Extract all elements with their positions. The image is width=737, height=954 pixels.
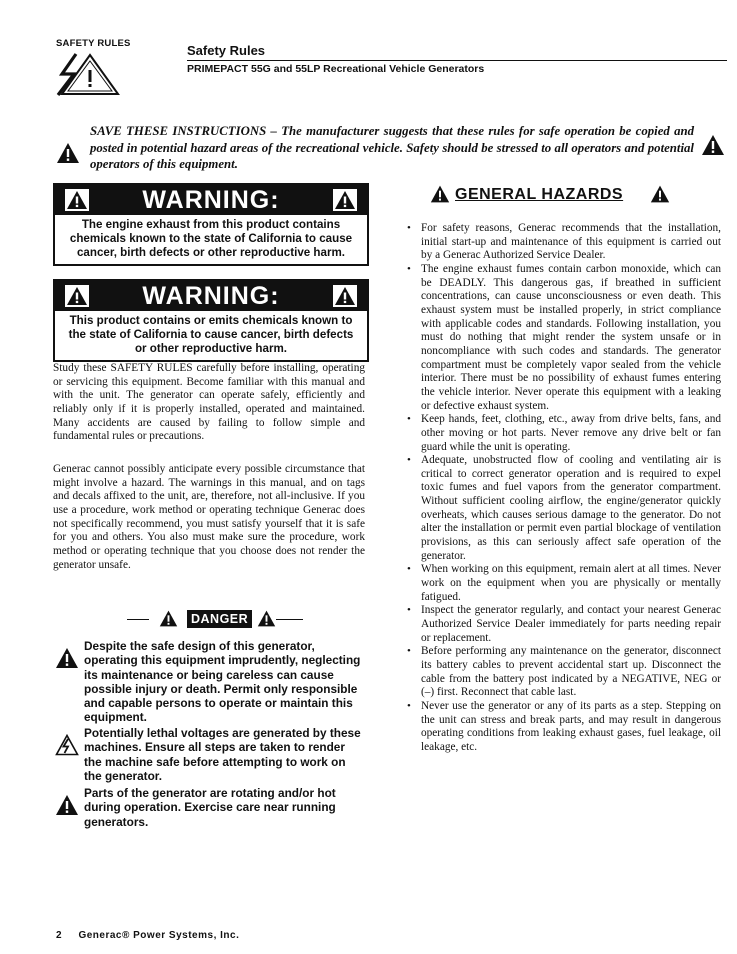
intro-paragraph: Study these SAFETY RULES carefully before installing, operating or servicing this equipment. Become familiar with this manual and with the unit. The generator can operate safely, efficiently and reliably only if it is properly installed, operated and maintained. Many accidents are caused by failing to follow simple and fundamental rules or precautions. [53, 362, 365, 443]
list-item-text: Inspect the generator regularly, and contact your nearest Generac Authorized Service Dealer immediately for parts needing repair or replacement. [421, 604, 721, 644]
warning-triangle-icon [701, 133, 725, 157]
list-item [405, 700, 721, 755]
divider [127, 619, 149, 620]
list-item-text: Adequate, unobstructed flow of cooling and ventilating air is critical to correct generator operation and is required to expel toxic fumes and fuel vapors from the generator compartment. Without sufficient cooling airflow, the engine/generator quickly overheats, which causes serious damage to the generator. Do not alter the installation or permit even partial blockage of ventilation provisions, as this can seriously affect safe operation of the generator. [421, 454, 721, 562]
danger-header [127, 607, 303, 633]
bullet-icon: • [407, 413, 411, 426]
list-item-text: The engine exhaust fumes contain carbon monoxide, which can be DEADLY. This dangerous gas, if breathed in sufficient concentrations, can cause unconsciousness or even death. This exhaust system must be installed properly, in strict compliance with applicable codes and standards. Following installation, you must do nothing that might render the system unsafe or in noncompliance with such codes and standards. The generator compartment must be completely vapor sealed from the vehicle interior. There must be no possibility of exhaust fumes entering the vehicle interior. Never operate this equipment with a leaking or defective exhaust system. [421, 262, 721, 412]
company-name: Generac® Power Systems, Inc. [78, 930, 240, 941]
warning-text: This product contains or emits chemicals known to the state of California to cause cancer, birth defects or other reproductive harm. [68, 314, 354, 355]
section-tag: SAFETY RULES [56, 38, 131, 49]
list-item [405, 604, 721, 645]
general-hazards-title: GENERAL HAZARDS [455, 186, 624, 203]
danger-item-text: Despite the safe design of this generator, operating this equipment imprudently, neglecting its maintenance or being careless can cause possible injury or death. Permit only responsible and capable persons to operate or maintain this equipment. [84, 639, 361, 725]
warning-text: The engine exhaust from this product contains chemicals known to the state of California to cause cancer, birth defects or other reproductive harm. [69, 218, 353, 259]
warning-box [53, 183, 369, 266]
page-footer [56, 930, 239, 941]
danger-item-text: Potentially lethal voltages are generated by these machines. Ensure all steps are taken to render the machine safe before attempting to work on the generator. [84, 726, 361, 783]
save-instructions-block [56, 123, 726, 171]
warning-label: WARNING: [142, 186, 280, 214]
bullet-icon: • [407, 604, 411, 617]
safety-hazard-logo-icon [56, 52, 120, 96]
list-item-text: For safety reasons, Generac recommends that the installation, initial start-up and maintenance of this equipment is carried out by a Generac Authorized Service Dealer. [421, 222, 721, 262]
header-rule [187, 60, 727, 61]
warning-box [53, 279, 369, 362]
list-item [405, 222, 721, 263]
list-item [405, 454, 721, 563]
list-item-text: Before performing any maintenance on the generator, disconnect its battery cables to prevent accidental start up. Disconnect the cable from the battery post indicated by a NEGATIVE, NEG or (–) first. Reconnect that cable last. [421, 645, 721, 699]
electric-shock-icon [55, 734, 79, 756]
danger-item-text: Parts of the generator are rotating and/or hot during operation. Exercise care near running generators. [84, 786, 336, 829]
bullet-icon: • [407, 645, 411, 658]
warning-triangle-icon [55, 647, 79, 669]
list-item [405, 563, 721, 604]
intro-paragraph: Generac cannot possibly anticipate every possible circumstance that might involve a hazard. The warnings in this manual, and on tags and decals affixed to the unit, are, therefore, not all-inclusive. If you use a procedure, work method or operating technique Generac does not specifically recommend, you must satisfy yourself that it is safe for you and others. You also must make sure the procedure, work method or operating technique that you choose does not render the generator unsafe. [53, 463, 365, 571]
danger-item [53, 639, 365, 725]
page-title: Safety Rules [187, 43, 266, 58]
bullet-icon: • [407, 699, 411, 712]
bullet-icon: • [407, 262, 411, 275]
bullet-icon: • [407, 454, 411, 467]
warning-triangle-icon [333, 189, 357, 211]
general-hazards-list [405, 222, 721, 755]
warning-triangle-icon [650, 184, 670, 204]
warning-triangle-icon [56, 141, 80, 165]
list-item-text: When working on this equipment, remain alert at all times. Never work on the equipment when you are physically or mentally fatigued. [421, 563, 721, 603]
list-item [405, 263, 721, 413]
list-item [405, 645, 721, 700]
warning-triangle-icon [55, 794, 79, 816]
warning-triangle-icon [430, 184, 450, 204]
danger-item [53, 726, 365, 786]
save-instructions-text: SAVE THESE INSTRUCTIONS – The manufacturer suggests that these rules for safe operation be copied and posted in potential hazard areas of the recreational vehicle. Safety should be stressed to all operators and potential operators of this equipment. [90, 124, 694, 171]
list-item-text: Never use the generator or any of its parts as a step. Stepping on the unit can stress and break parts, and may result in dangerous operating conditions from leaking exhaust gases, fuel leakage, oil leakage, etc. [421, 699, 721, 753]
page-subtitle: PRIMEPACT 55G and 55LP Recreational Vehicle Generators [187, 63, 485, 75]
bullet-icon: • [407, 563, 411, 576]
warning-triangle-icon [333, 285, 357, 307]
divider [276, 619, 303, 620]
warning-header [55, 185, 367, 215]
general-hazards-heading [430, 183, 670, 209]
bullet-icon: • [407, 222, 411, 234]
warning-triangle-icon [257, 609, 276, 628]
list-item-text: Keep hands, feet, clothing, etc., away from drive belts, fans, and other moving or hot parts. Never remove any drive belt or fan guard while the unit is operating. [421, 413, 721, 453]
list-item [405, 413, 721, 454]
danger-label: DANGER [187, 610, 252, 628]
warning-triangle-icon [159, 609, 178, 628]
warning-header [55, 281, 367, 311]
danger-item [53, 786, 365, 832]
warning-label: WARNING: [142, 282, 280, 310]
page-number: 2 [56, 930, 63, 941]
